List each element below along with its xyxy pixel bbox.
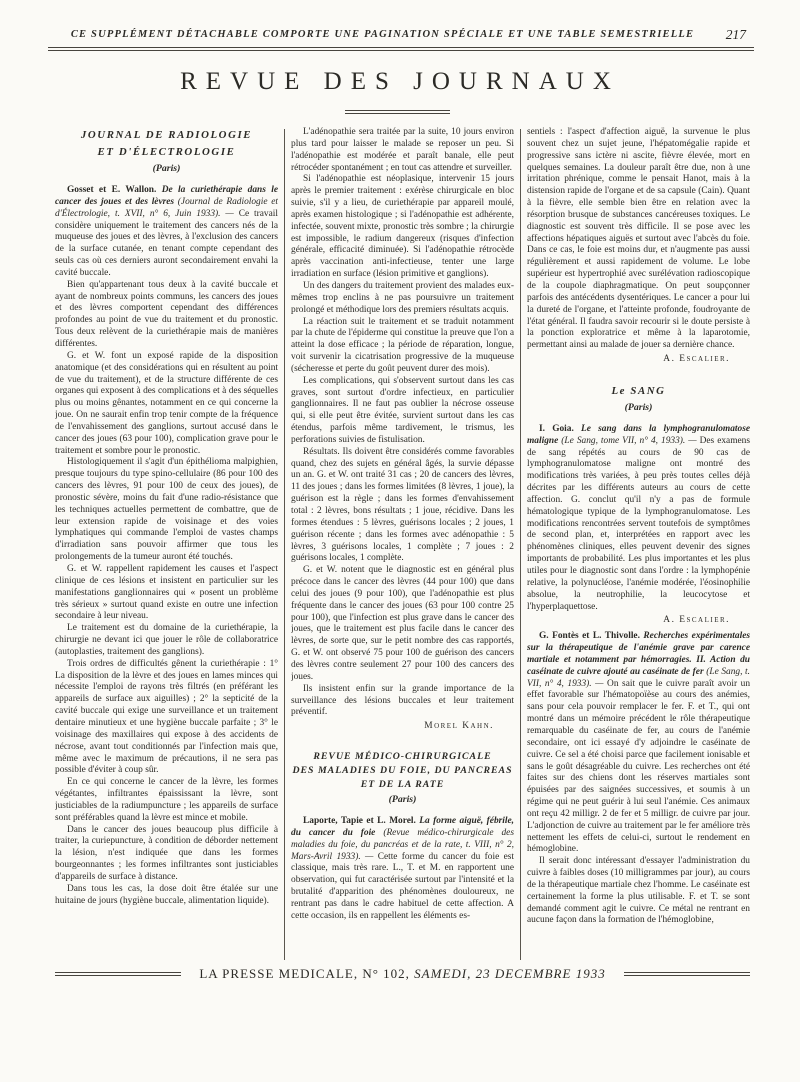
article-body: Cette forme du cancer du foie est classique, mais très rare. L., T. et M. en rapportent une observation, qui fut caractérisée surtout par l'intensité et la brutalité d'apparition des phénomènes douloureux, ne rentrant pas dans le cadre habituel de cette affection. A cette occasion, ils en rappellent les éléments es- — [291, 851, 514, 921]
article-title: La forme aiguë, fébrile, du cancer du foie — [291, 816, 514, 838]
journal-heading-city: (Paris) — [152, 163, 181, 174]
paragraph: G. et W. rappellent rapidement les causes et l'aspect clinique de ces lésions et insistent en particulier sur les manifestations ganglionnaires qui « posent un problème très sérieux » surtout quand existe en outre une infection secondaire à leur niveau. — [55, 564, 278, 622]
running-head-notice: CE SUPPLÉMENT DÉTACHABLE COMPORTE UNE PAGINATION SPÉCIALE ET UNE TABLE SEMESTRIELLE — [70, 29, 695, 40]
article-lead — [291, 816, 514, 923]
article-lead — [527, 424, 750, 614]
column-divider — [284, 129, 285, 960]
paragraph: Les complications, qui s'observent surtout dans les cas graves, sont surtout d'ordre infectieux, en particulier ganglionnaires. Il ne faut pas oublier la nécrose osseuse qui, si elle peut être évitée, survient surtout dans les cas étendus, parfois même tardivement, le trismus, les perforations suivies de fistulisation. — [291, 375, 514, 445]
article-lead — [55, 185, 278, 280]
article-authors: Gosset et E. Wallon. — [67, 185, 157, 195]
footer-text — [181, 966, 623, 982]
title-rule — [345, 110, 450, 114]
article-body: Ce travail considère uniquement le traitement des cancers nés de la muqueuse des joues et des lèvres, à l'exclusion des cancers de la surface cutanée, en tenant compte cependant des seuls cas où ces derniers auront secondairement envahi la cavité buccale. — [55, 208, 278, 278]
journal-heading-city: (Paris) — [624, 401, 653, 413]
journal-heading-line: JOURNAL DE RADIOLOGIE — [80, 129, 253, 141]
spacer — [527, 370, 750, 383]
spacer — [55, 176, 278, 185]
paragraph: Il serait donc intéressant d'essayer l'administration du cuivre à faibles doses (10 milligrammes par jour), au cours de la thérapeutique martiale chez l'homme. Le caséinate est certainement la forme la plus utilisable. F. et T. se sont demandé comment agit le cuivre. Ce métal ne rentrant en aucune façon dans la formation de l'hémoglobine, — [527, 856, 750, 926]
journal-heading-line: REVUE MÉDICO-CHIRURGICALE — [313, 751, 492, 763]
journal-heading-line: ET DE LA RATE — [360, 779, 445, 791]
footer-rule-right — [624, 972, 750, 976]
page-number: 217 — [725, 27, 746, 42]
paragraph: Si l'adénopathie est néoplasique, intervenir 15 jours après le premier traitement : exérèse chirurgicale en bloc suivie, s'il y a lieu, de curiethérapie par appareil moulé, après examen histologique ; si l'adénopathie est adhérente, infectée, souvent mixte, pronostic très sombre ; la chirurgie est impossible, le radium dangereux (risques d'infection générale, efficacité diminuée). Si l'adénopathie rétrocède après vaccination anti-infectieuse, tenter une large irradiation en surface (lésion primitive et ganglions). — [291, 174, 514, 280]
journal-heading-line: Le SANG — [611, 384, 666, 397]
footer-rule-left — [55, 972, 181, 976]
article-reference: (Le Sang, tome VII, n° 4, 1933). — — [561, 435, 697, 446]
journal-heading-le-sang — [527, 383, 750, 415]
spacer — [291, 807, 514, 816]
paragraph: La réaction suit le traitement et se traduit notamment par la chute de l'épiderme qui constitue la preuve que l'on a atteint la dose efficace ; la période de réparation, longue, voit survenir la cicatrisation progressive de la muqueuse (sécheresse et perte du goût peuvent durer des mois). — [291, 316, 514, 374]
journal-heading-city: (Paris) — [388, 794, 417, 806]
journal-heading-revue-medico-chirurgicale — [291, 750, 514, 807]
paragraph: Bien qu'appartenant tous deux à la cavité buccale et ayant de nombreux points communs, les cancers des joues et des lèvres comportent cependant des différences profondes au point de vue du traitement et du pronostic. Tous deux relèvent de la curiethérapie mais de manières différentes. — [55, 279, 278, 349]
article-reference: (Journal de Radiologie et d'Électrologie, t. XVII, n° 6, Juin 1933). — — [55, 196, 278, 219]
signature-escalier-1: A. Escalier. — [663, 354, 730, 365]
article-title: Le sang dans la lymphogranulomatose maligne — [527, 423, 750, 446]
paragraph: En ce qui concerne le cancer de la lèvre, les formes végétantes, infiltrantes épaississant la lèvre, sont justiciables de la radiumpuncture ; les appareils de surface sont préférables quand la lèvre est mince et mobile. — [55, 777, 278, 823]
spacer — [527, 415, 750, 424]
paragraph: Résultats. Ils doivent être considérés comme favorables quand, chez des sujets en général âgés, la survie dépasse un an. G. et W. ont traité 31 cas ; 20 de cancers des lèvres, 11 des joues ; dans les formes limitées (8 lèvres, 1 joue), la guérison est la règle ; dans les formes d'envahissement total : 2 lèvres, bons résultats ; 1 joue, récidive. Dans les formes étendues : 5 lèvres, guérisons locales ; 2 joues, 1 guérison récente ; dans les formes avec adénopathie : 5 lèvres, 3 guérisons locales, 1 complète ; 7 joues : 2 guérisons locales, 1 complète. — [291, 446, 514, 564]
article-title: De la curiethérapie dans le cancer des joues et des lèvres — [55, 185, 278, 207]
paragraph: Le traitement est du domaine de la curiethérapie, la chirurgie ne devant ici que jouer le rôle de collaboratrice (autoplasties, traitement des ganglions). — [55, 623, 278, 657]
column-1 — [55, 127, 278, 966]
article-body: Des examens de sang répétés au cours de 90 cas de lymphogranulomatose maligne ont montré des modifications très variées, à peu près toutes celles déjà décrites par les différents auteurs au cours de cette affection. G. conclut qu'il n'y a pas de formule hématologique typique de la lymphogranulomatose. Les modifications rencontrées servent toutefois de symptômes de second plan, et, interprétées en rapport avec les phénomènes cliniques, elles peuvent devenir des signes importants de probabilité. Les plus importantes et les plus utiles pour le diagnostic sont dans l'ordre : la lymphopénie relative, la polynucléose, l'anémie modérée, l'éosinophilie absolue, la neutrophilie, la leucocytose et l'hyperplaquettose. — [527, 435, 750, 612]
journal-heading-radiologie — [55, 127, 278, 176]
paragraph: G. et W. font un exposé rapide de la disposition anatomique (et des considérations qui en résultent au point de vue du traitement), et de la structure différente de ces organes qui exposent à des complications et à des séquelles plus ou moins gênantes, notamment en ce qui concerne la joue. On ne saurait enfin trop tenir compte de la fréquence de l'envahissement des ganglions, surtout accusé dans le cancer des joues (63 pour 100), complication grave pour le traitement et sombre pour le pronostic. — [55, 350, 278, 456]
article-reference: (Le Sang, t. VII, n° 4, 1933). — — [527, 666, 750, 689]
paragraph: Dans le cancer des joues beaucoup plus difficile à traiter, la curiepuncture, à condition de déborder nettement la lésion, n'est indiquée que dans les formes bourgeonnantes ; les formes infiltrantes sont justiciables d'appareils de surface à distance. — [55, 824, 278, 882]
column-2 — [291, 127, 514, 966]
paragraph: Dans tous les cas, la dose doit être étalée sur une huitaine de jours (hygiène buccale, alimentation liquide). — [55, 883, 278, 906]
text-columns — [55, 127, 750, 966]
article-reference: (Revue médico-chirurgicale des maladies du foie, du pancréas et de la rate, t. VIII, n° 2, Mars-Avril 1933). — — [291, 827, 514, 862]
paragraph: Un des dangers du traitement provient des malades eux-mêmes trop enclins à ne pas poursuivre un traitement prolongé et méthodique lors des premiers résultats acquis. — [291, 280, 514, 315]
article-authors: Laporte, Tapie et L. Morel. — [303, 816, 416, 827]
journal-heading-line: ET D'ÉLECTROLOGIE — [97, 146, 236, 158]
footer-date: SAMEDI, 23 DECEMBRE 1933 — [414, 966, 606, 981]
article-authors: I. Goia. — [539, 423, 574, 434]
footer-journal-name: LA PRESSE MEDICALE, N° 102, — [199, 966, 410, 981]
paragraph: L'adénopathie sera traitée par la suite, 10 jours environ plus tard pour laisser le malade se reposer un peu. Si l'adénopathie est modérée et paraît banale, elle peut rétrocéder spontanément ; en tout cas attendre et surveiller. — [291, 127, 514, 173]
page-footer — [55, 966, 750, 982]
page-title: REVUE DES JOURNAUX — [180, 68, 620, 95]
paragraph: Histologiquement il s'agit d'un épithélioma malpighien, presque toujours du type spino-cellulaire (86 pour 100 des cancers des lèvres, 91 pour 100 de ceux des joues), de pronostic sévère, moins du fait d'une radio-résistance que les techniques actuelles permettent de combattre, que de leur extension rapide de voisinage et des voies lymphatiques qui commande l'emploi de vastes champs d'irradiation sans pouvoir affirmer que tous les prolongements de la tumeur auront été touchés. — [55, 457, 278, 563]
column-3 — [527, 127, 750, 966]
signature-morel-kahn: Morel Kahn. — [424, 721, 494, 732]
paragraph: Trois ordres de difficultés gênent la curiethérapie : 1° La disposition de la lèvre et des joues en lames minces qui nécessite l'emploi de rayons très filtrés (en préférant les appareils de surface aux aiguilles) ; 2° la septicité de la cavité buccale qui exige une surveillance et un traitement dentaire minutieux et une hygiène buccale parfaite ; 3° le voisinage des maxillaires qui expose à des accidents de nécrose, avant tout conditionnés par l'infection mais que, même avec le maximum de précautions, il ne sera pas possible d'éviter à coup sûr. — [55, 658, 278, 776]
article-authors: G. Fontès et L. Thivolle. — [539, 631, 640, 642]
signature-escalier-2: A. Escalier. — [663, 615, 730, 626]
article-title: Recherches expérimentales sur la thérapeutique de l'anémie grave par carence martiale et notamment par hémorragies. II. Action du caséinate de cuivre ajouté au caséinate de fer — [527, 631, 750, 677]
journal-heading-line: DES MALADIES DU FOIE, DU PANCREAS — [292, 765, 513, 777]
column-divider — [520, 129, 521, 960]
spacer — [291, 737, 514, 750]
header-rule — [48, 47, 754, 51]
article-body: On sait que le cuivre paraît avoir un effet favorable sur l'hématopoïèse au cours des anémies, sans pour cela pouvoir remplacer le fer. F. et T., qui ont montré dans un mémoire précédent le rôle thérapeutique remarquable du caséinate de fer, au cours de l'anémie secondaire, ont ici essayé d'y adjoindre le caséinate de cuivre. Ce sel a été choisi parce que facilement ionisable et sans le goût désagréable du cuivre. Les recherches ont été faites sur des chiens dont les réserves martiales sont épuisées par des saignées successives, et soumis à un régime qui ne peut guérir à lui seul l'anémie. Ces animaux ont reçu 42 milligr. 2 de fer et 5 milligr. de cuivre par jour. L'adjonction de cuivre au traitement par le fer améliore très nettement les effets de celui-ci, surtout le rendement en hémoglobine. — [527, 678, 750, 855]
paragraph: Ils insistent enfin sur la grande importance de la surveillance des lésions buccales et leur traitement préventif. — [291, 683, 514, 718]
paragraph-continuation: sentiels : l'aspect d'affection aiguë, la survenue le plus souvent chez un sujet jeune, l'hépatomégalie rapide et progressive sans ictère ni ascite, fièvre élevée, mort en quelques semaines. La douleur paraît être due, non à une irritation phrénique, comme le pensait Hanot, mais à la distension rapide de l'organe et de sa capsule (Cain). Quant à la fièvre, elle semble bien être en relation avec la résorption brusque de substances cancéreuses toxiques. Le diagnostic est souvent très difficile. Il se pose avec les affections hépatiques aiguës et surtout avec l'abcès du foie. Dans ce cas, le foie est moins dur, et n'augmente pas aussi régulièrement et aussi rapidement de volume. Le lobe supérieur est hypertrophié avec surélévation radioscopique de la coupole diaphragmatique. On peut soupçonner parfois des antécédents dysentériques. Le cancer a pour lui la dureté de l'organe, et l'atteinte profonde, foudroyante de l'état général. Il faudra savoir recourir si le doute persiste à la ponction exploratrice et même à la laparotomie, permettant ainsi au malade de jouer sa dernière chance. — [527, 127, 750, 351]
paragraph: G. et W. notent que le diagnostic est en général plus précoce dans le cancer des lèvres (44 pour 100) que dans celui des joues (9 pour 100), que l'adénopathie est plus fréquente dans le cancer des joues (63 pour 100 contre 25 pour 100), que l'infection est plus grave dans le cancer des joues, que le traitement est plus facile dans le cancer des lèvres, de sorte que, sur le petit nombre des cas rapportés, G. et W. ont observé 75 pour 100 de guérison des cancers des lèvres contre seulement 27 pour 100 des cancers des joues. — [291, 565, 514, 682]
article-lead — [527, 631, 750, 856]
